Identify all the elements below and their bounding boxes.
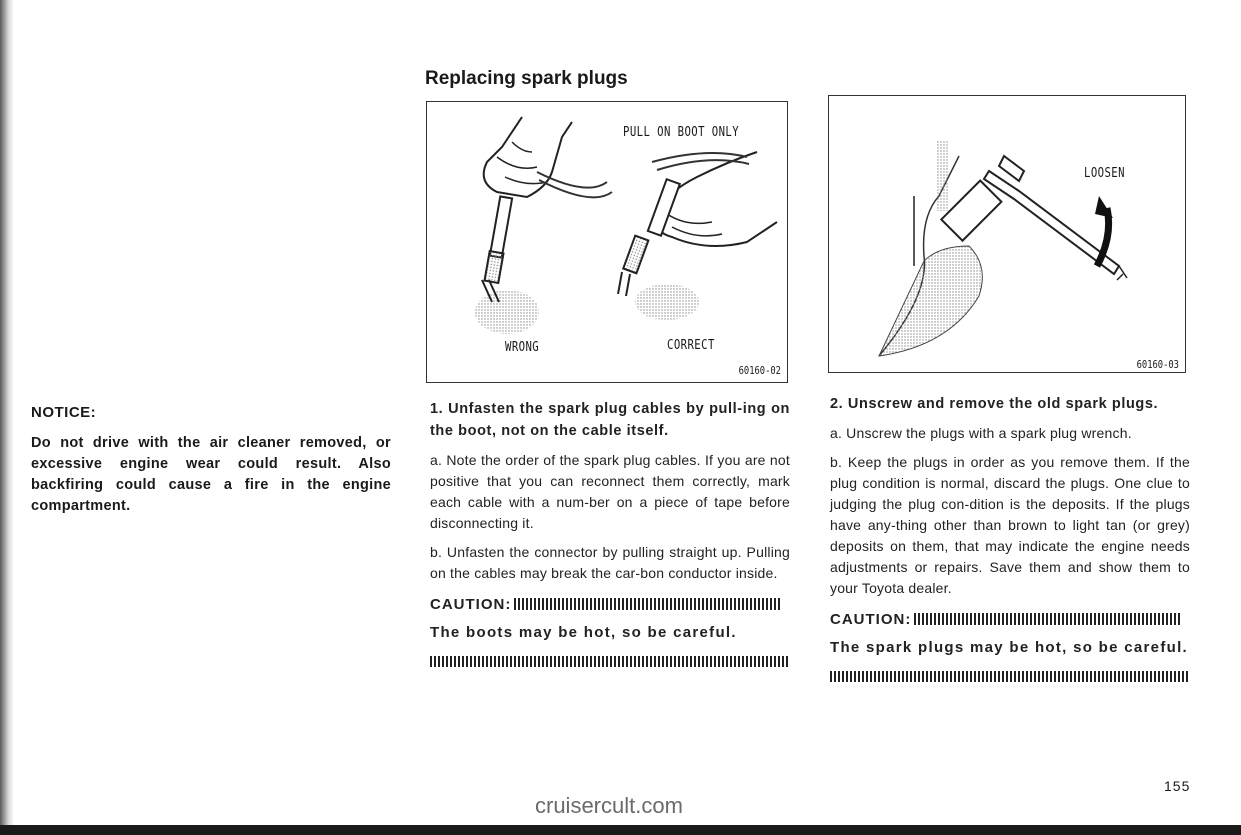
caution-header [830, 609, 1190, 631]
spark-plug-wrench-illustration [829, 96, 1185, 372]
label-loosen: LOOSEN [1084, 166, 1125, 181]
figure-loosen-plug [828, 95, 1186, 373]
caution-bar [514, 598, 780, 610]
watermark: cruisercult.com [535, 793, 683, 818]
step-2-heading: 2. Unscrew and remove the old spark plugs. [830, 396, 1159, 412]
caution-text: The boots may be hot, so be careful. [430, 624, 737, 641]
caution-end-bar [830, 671, 1190, 682]
caution-label: CAUTION: [830, 611, 912, 628]
bottom-edge-band [0, 825, 1241, 835]
notice-text: Do not drive with the air cleaner removed, or excessive engine wear could result. Also backfiring could cause a fire in the engine compartment. [31, 435, 391, 514]
shadow-correct [635, 284, 699, 320]
label-correct: CORRECT [667, 338, 715, 353]
label-pull-on-boot-only: PULL ON BOOT ONLY [623, 125, 740, 140]
step-2-para-b: b. Keep the plugs in order as you remove them. If the plug condition is normal, discard the plugs. One clue to judging the plug con-dition is the deposits. If the plugs have any-thing other than brown to light tan (or grey) deposits on them, that may indicate the engine needs adjustments or repairs. Save them and show them to your Toyota dealer. [830, 454, 1190, 596]
step-1-para-a: a. Note the order of the spark plug cables. If you are not positive that you can reconnect them correctly, mark each cable with a num-ber on a piece of tape before disconnecting it. [430, 452, 790, 531]
caution-label: CAUTION: [430, 596, 512, 613]
caution-end-bar [430, 656, 790, 667]
hand-pulling-cable-illustration [427, 102, 787, 382]
label-wrong: WRONG [505, 340, 540, 355]
figure-pull-boot [426, 101, 788, 383]
section-title: Replacing spark plugs [425, 68, 628, 89]
step-1-para-b: b. Unfasten the connector by pulling straight up. Pulling on the cables may break the car-bon conductor inside. [430, 544, 790, 581]
caution-header [430, 594, 790, 616]
shadow-wrong [475, 290, 539, 334]
notice-box [31, 404, 391, 517]
page-number: 155 [1164, 778, 1191, 794]
notice-heading: NOTICE: [31, 404, 97, 421]
caution-bar [914, 613, 1180, 625]
step-1-heading: 1. Unfasten the spark plug cables by pull-ing on the boot, not on the cable itself. [430, 401, 790, 439]
page-binding-shadow [0, 0, 14, 835]
caution-text: The spark plugs may be hot, so be careful. [830, 639, 1189, 656]
step-1-column [430, 398, 790, 667]
figure-code: 60160-03 [1136, 358, 1179, 371]
step-2-column [830, 393, 1190, 682]
step-2-para-a: a. Unscrew the plugs with a spark plug wrench. [830, 425, 1132, 441]
figure-code: 60160-02 [738, 364, 781, 377]
